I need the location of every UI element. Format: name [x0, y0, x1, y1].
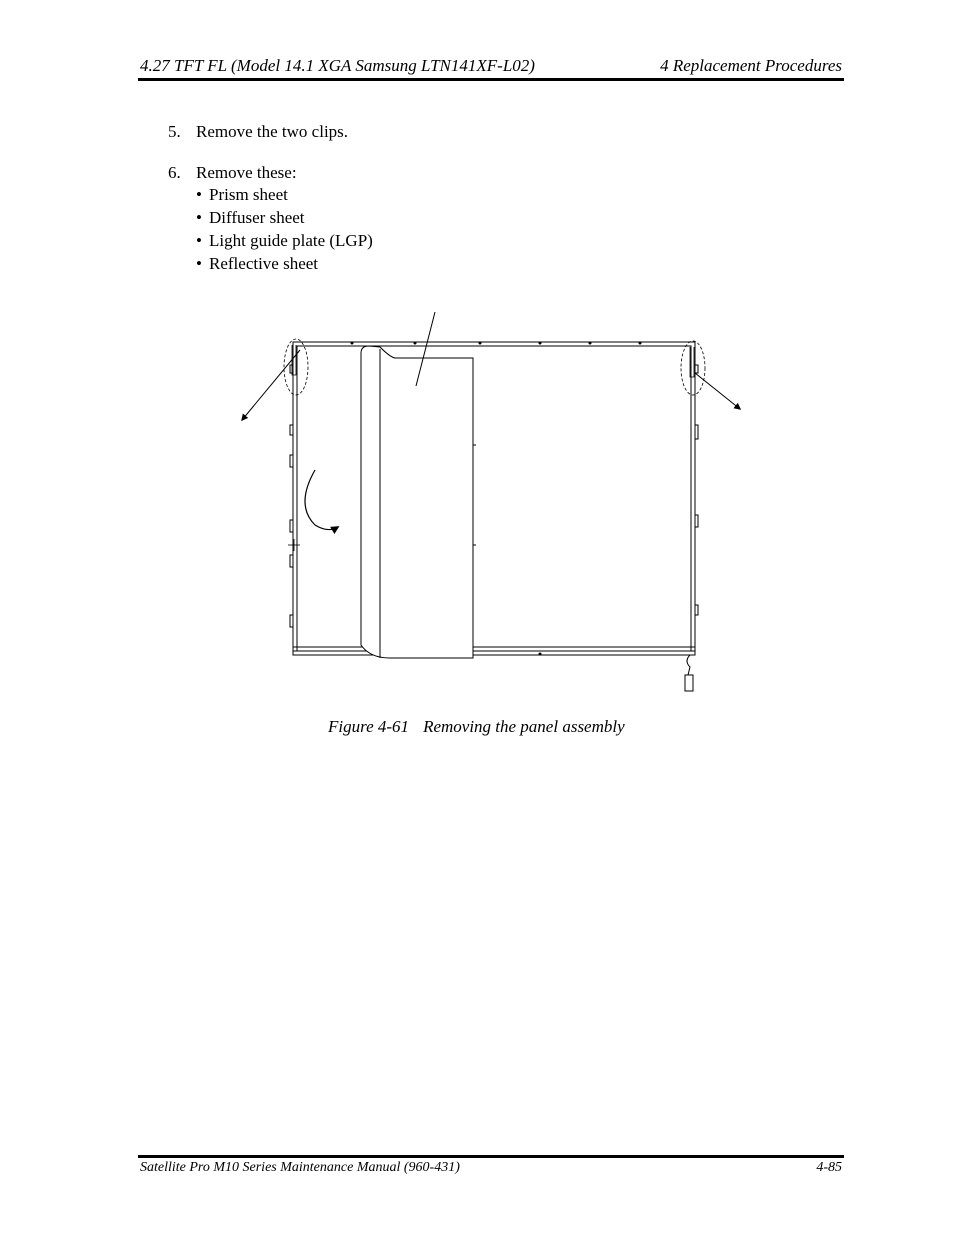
step-number: 6. — [168, 163, 181, 182]
list-item — [196, 208, 373, 231]
header-rule — [138, 78, 844, 81]
list-item-text: Diffuser sheet — [209, 208, 305, 227]
bullet-icon: • — [196, 254, 202, 273]
lcd-frame — [290, 342, 698, 655]
list-item — [196, 254, 373, 277]
step-text: Remove the two clips. — [196, 122, 349, 141]
bullet-icon: • — [196, 208, 202, 227]
arrow-right-icon — [695, 373, 740, 409]
footer-page-number: 4-85 — [816, 1160, 842, 1175]
figure-number: Figure 4-61 — [328, 717, 410, 736]
list-item-text: Light guide plate (LGP) — [209, 231, 373, 250]
bullet-icon: • — [196, 185, 202, 204]
clip-left — [284, 339, 308, 395]
list-item-text: Prism sheet — [209, 185, 288, 204]
list-item — [196, 231, 373, 254]
bullet-icon: • — [196, 231, 202, 250]
curved-arrow-icon — [305, 470, 338, 530]
panel-assembly-illustration — [230, 305, 780, 700]
step-number: 5. — [168, 122, 181, 141]
removal-list — [196, 185, 373, 277]
arrow-left-icon — [242, 350, 300, 420]
list-item-text: Reflective sheet — [209, 254, 319, 273]
page-footer — [138, 1160, 844, 1180]
list-item — [196, 185, 373, 208]
sheet-stack — [361, 346, 476, 658]
step-text: Remove these: — [196, 163, 297, 182]
figure-title: Removing the panel assembly — [423, 717, 625, 736]
footer-manual-title: Satellite Pro M10 Series Maintenance Manual (960-431) — [140, 1160, 460, 1175]
figure-caption — [328, 717, 625, 737]
connector-cable — [685, 655, 693, 691]
header-chapter-title: 4 Replacement Procedures — [660, 56, 842, 75]
clip-right — [681, 341, 705, 395]
footer-rule — [138, 1155, 844, 1158]
page-header — [138, 56, 844, 80]
header-section-title: 4.27 TFT FL (Model 14.1 XGA Samsung LTN141XF-L02) — [140, 56, 535, 75]
